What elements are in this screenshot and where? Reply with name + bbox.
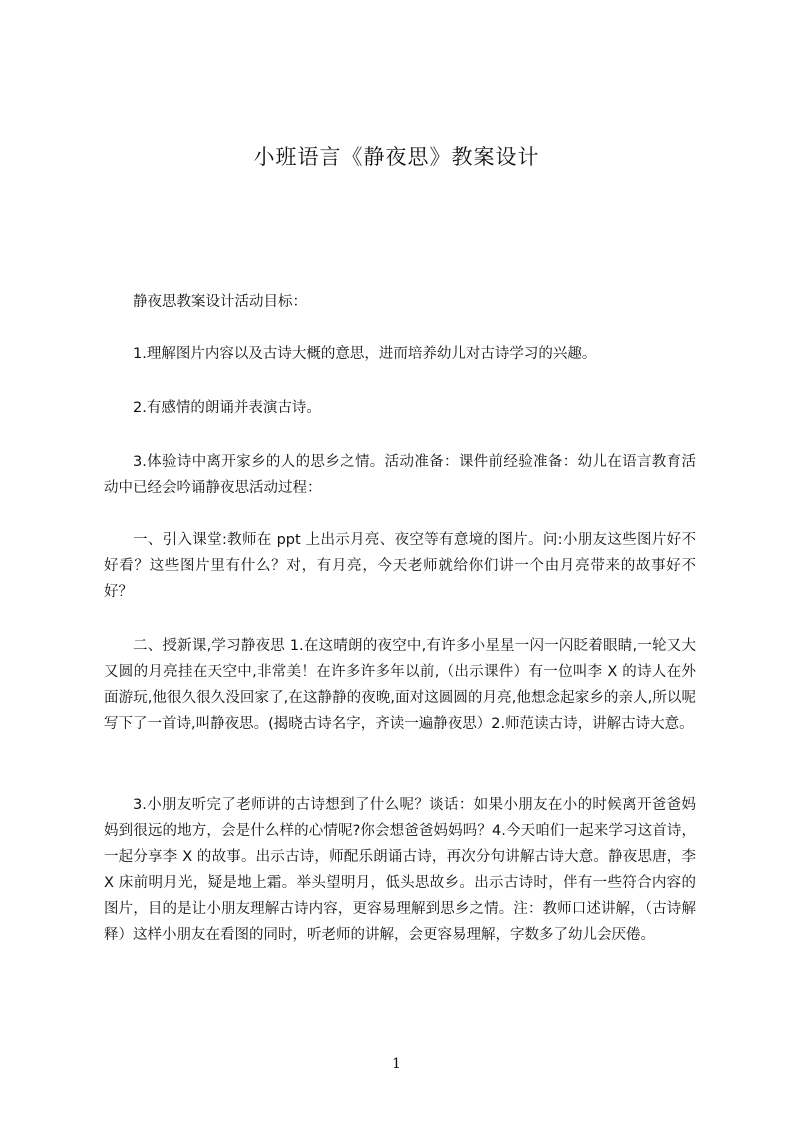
paragraph-objective-2: 2.有感情的朗诵并表演古诗。 <box>133 400 321 416</box>
paragraph-objective-1: 1.理解图片内容以及古诗大概的意思，进而培养幼儿对古诗学习的兴趣。 <box>133 346 597 362</box>
paragraph-discussion: 3.小朋友听完了老师讲的古诗想到了什么呢？谈话：如果小朋友在小的时候离开爸爸妈妈到很远的地方，会是什么样的心情呢?你会想爸爸妈妈吗？4.今天咱们一起来学习这首诗，一起分享李 X 的故事。出示古诗，师配乐朗诵古诗，再次分句讲解古诗大意。静夜思唐，李 X 床前明月光，疑是地上霜。举头望明月，低头思故乡。出示古诗时，伴有一些符合内容的图片，目的是让小朋友理解古诗内容，更容易理解到思乡之情。注：教师口述讲解，（古诗解释）这样小朋友在看图的同时，听老师的讲解，会更容易理解，字数多了幼儿会厌倦。 <box>104 797 696 943</box>
paragraph-objective-3-preparation: 3.体验诗中离开家乡的人的思乡之情。活动准备：课件前经验准备：幼儿在语言教育活动中已经会吟诵静夜思活动过程： <box>104 454 696 496</box>
paragraph-introduction: 一、引入课堂:教师在 ppt 上出示月亮、夜空等有意境的图片。问:小朋友这些图片好不好看？这些图片里有什么？对，有月亮，今天老师就给你们讲一个由月亮带来的故事好不好？ <box>104 532 696 600</box>
page-number: 1 <box>392 1056 401 1072</box>
document-title: 小班语言《静夜思》教案设计 <box>253 145 540 169</box>
paragraph-objectives-heading: 静夜思教案设计活动目标： <box>133 294 307 310</box>
paragraph-new-lesson: 二、授新课,学习静夜思 1.在这晴朗的夜空中,有许多小星星一闪一闪眨着眼睛,一轮又大又圆的月亮挂在天空中,非常美！在许多许多年以前,（出示课件）有一位叫李 X 的诗人在外面游玩,他很久很久没回家了,在这静静的夜晚,面对这圆圆的月亮,他想念起家乡的亲人,所以呢写下了一首诗,叫静夜思。(揭晓古诗名字，齐读一遍静夜思）2.师范读古诗，讲解古诗大意。 <box>104 638 696 732</box>
